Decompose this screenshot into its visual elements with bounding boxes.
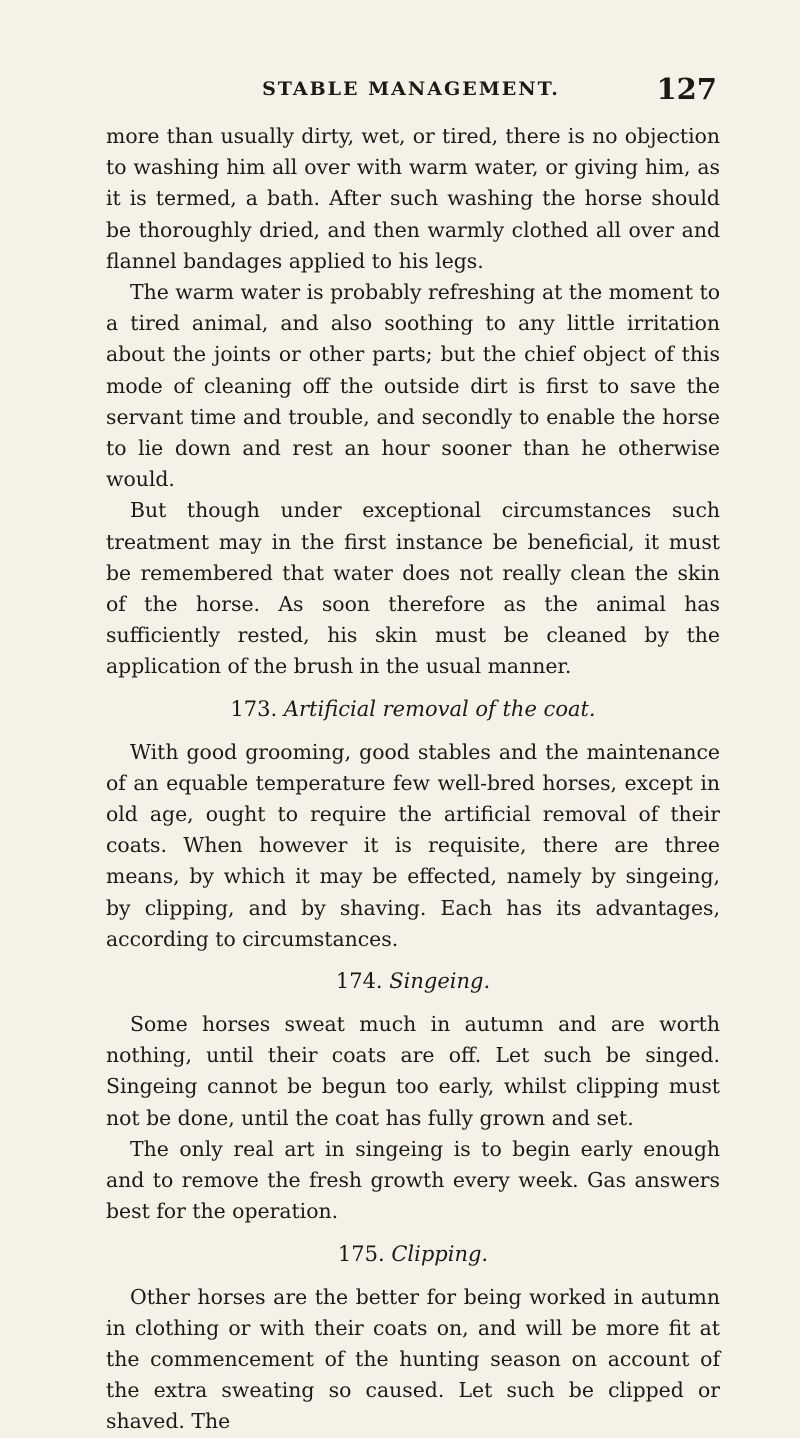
section-number: 173. (230, 696, 278, 721)
section-title: Artificial removal of the coat. (283, 696, 596, 721)
body-text (106, 121, 720, 1438)
page-number: 127 (656, 72, 717, 106)
section-title: Singeing. (389, 969, 491, 994)
paragraph-singeing-art: The only real art in singeing is to begin early enough and to remove the fresh growth every week. Gas answers best for the operation. (106, 1136, 720, 1224)
paragraph-exceptional-circumstances: But though under exceptional circumstances such treatment may in the first instance be beneficial, it must be remembered that water does not really clean the skin of the horse. As soon therefore as the animal has sufficiently rested, his skin must be cleaned by the application of the brush in the usual manner. (106, 498, 720, 679)
running-title: STABLE MANAGEMENT. (262, 78, 560, 100)
paragraph-good-grooming: With good grooming, good stables and the maintenance of an equable temperature few well-bred horses, except in old age, ought to require the artificial removal of their coats. When however it is requisite, there are three means, by which it may be effected, namely by singeing, by clipping, and by shaving. Each has its advantages, according to circumstances. (106, 739, 720, 951)
paragraph-warm-water: The warm water is probably refreshing at the moment to a tired animal, and also soothing to any little irritation about the joints or other parts; but the chief object of this mode of cleaning off the outside dirt is first to save the servant time and trouble, and secondly to enable the horse to lie down and rest an hour sooner than he otherwise would. (106, 280, 720, 492)
section-number: 175. (337, 1241, 385, 1266)
paragraph-other-horses: Other horses are the better for being worked in autumn in clothing or with their coats on, and will be more fit at the commencement of the hunting season on account of the extra sweating so caused. Let such be clipped or shaved. The (106, 1284, 720, 1434)
section-heading-173 (106, 695, 720, 723)
paragraph-some-horses-sweat: Some horses sweat much in autumn and are worth nothing, until their coats are off. Let such be singed. Singeing cannot be begun too early, whilst clipping must not be done, until the coat has fully grown and set. (106, 1012, 720, 1130)
section-title: Clipping. (391, 1241, 489, 1266)
section-heading-174 (106, 967, 720, 995)
section-number: 174. (335, 969, 383, 994)
section-heading-175 (106, 1240, 720, 1268)
running-head (105, 72, 717, 112)
paragraph-continuation: more than usually dirty, wet, or tired, there is no objection to washing him all over with warm water, or giving him, as it is termed, a bath. After such washing the horse should be thoroughly dried, and then warmly clothed all over and flannel bandages applied to his legs. (106, 124, 720, 273)
